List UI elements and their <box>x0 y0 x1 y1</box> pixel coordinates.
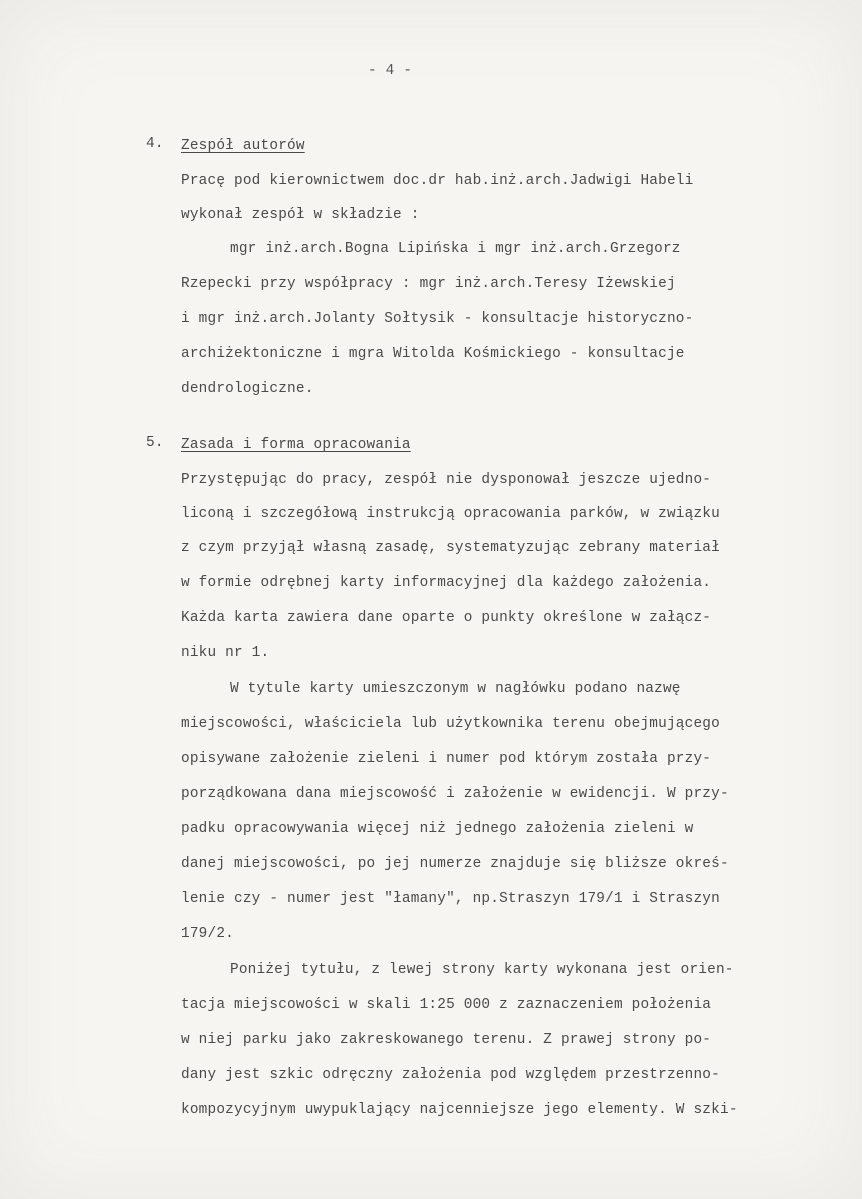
section-5-heading: Zasada i forma opracowania <box>181 437 411 453</box>
paragraph-line: Rzepecki przy współpracy : mgr inż.arch.Teresy Iżewskiej <box>181 276 676 292</box>
paragraph-line: opisywane założenie zieleni i numer pod którym została przy- <box>181 751 712 767</box>
paragraph-line: Przystępując do pracy, zespół nie dysponował jeszcze ujedno- <box>181 472 712 488</box>
paragraph-line: liconą i szczegółową instrukcją opracowania parków, w związku <box>181 506 720 522</box>
paragraph-line: 179/2. <box>181 926 235 942</box>
paragraph-line: mgr inż.arch.Bogna Lipińska i mgr inż.arch.Grzegorz <box>230 241 681 257</box>
paragraph-line: i mgr inż.arch.Jolanty Sołtysik - konsultacje historyczno- <box>181 311 694 327</box>
section-4-number: 4. <box>146 136 164 152</box>
paragraph-line: porządkowana dana miejscowość i założenie w ewidencji. W przy- <box>181 786 729 802</box>
page-number: - 4 - <box>368 63 413 79</box>
paragraph-line: archiżektoniczne i mgra Witolda Kośmickiego - konsultacje <box>181 346 685 362</box>
paragraph-line: Każda karta zawiera dane oparte o punkty określone w załącz- <box>181 610 712 626</box>
paragraph-line: lenie czy - numer jest "łamany", np.Straszyn 179/1 i Straszyn <box>181 891 720 907</box>
paragraph-line: dany jest szkic odręczny założenia pod względem przestrzenno- <box>181 1067 720 1083</box>
paragraph-line: tacja miejscowości w skali 1:25 000 z zaznaczeniem położenia <box>181 997 712 1013</box>
paragraph-line: miejscowości, właściciela lub użytkownika terenu obejmującego <box>181 716 720 732</box>
paragraph-line: Pracę pod kierownictwem doc.dr hab.inż.arch.Jadwigi Habeli <box>181 173 694 189</box>
section-4-heading: Zespół autorów <box>181 138 305 154</box>
paragraph-line: wykonał zespół w składzie : <box>181 207 420 223</box>
paragraph-line: z czym przyjął własną zasadę, systematyzując zebrany materiał <box>181 540 720 556</box>
paragraph-line: w formie odrębnej karty informacyjnej dla każdego założenia. <box>181 575 712 591</box>
paragraph-line: niku nr 1. <box>181 645 270 661</box>
paragraph-line: w niej parku jako zakreskowanego terenu. Z prawej strony po- <box>181 1032 712 1048</box>
paragraph-line: dendrologiczne. <box>181 381 314 397</box>
section-5-number: 5. <box>146 435 164 451</box>
paragraph-line: danej miejscowości, po jej numerze znajduje się bliższe okreś- <box>181 856 729 872</box>
paragraph-line: kompozycyjnym uwypuklający najcenniejsze jego elementy. W szki- <box>181 1102 738 1118</box>
paragraph-line: Poniżej tytułu, z lewej strony karty wykonana jest orien- <box>230 962 734 978</box>
paragraph-line: padku opracowywania więcej niż jednego założenia zieleni w <box>181 821 694 837</box>
paragraph-line: W tytule karty umieszczonym w nagłówku podano nazwę <box>230 681 681 697</box>
